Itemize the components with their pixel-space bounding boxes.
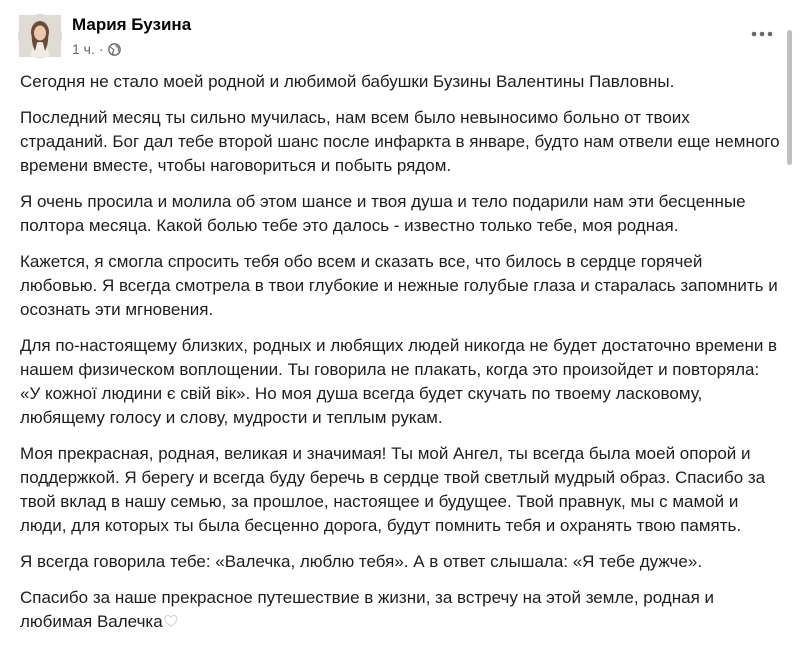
post-paragraph: Я очень просила и молила об этом шансе и твоя душа и тело подарили нам эти бесценные полтора месяца. Какой болью тебе это далось - известно только тебе, моя родная. (20, 192, 746, 235)
scrollbar-thumb[interactable] (787, 30, 792, 165)
more-options-button[interactable] (742, 22, 782, 46)
post-paragraph: Последний месяц ты сильно мучилась, нам всем было невыносимо больно от твоих страданий. Бог дал тебе второй шанс после инфаркта в январе, будто нам отвели еще немного времени вместе, чтобы наговориться и побыть рядом. (20, 108, 780, 175)
post-meta (72, 41, 191, 57)
avatar-photo (19, 15, 61, 57)
white-heart-icon (164, 611, 178, 625)
globe-icon[interactable] (108, 43, 121, 56)
post-paragraph: Для по-настоящему близких, родных и любящих людей никогда не будет достаточно времени в нашем физическом воплощении. Ты говорила не плакать, когда это произойдет и повторяла: «У кожної людини є свій вік». Но моя душа всегда будет скучать по твоему ласковому, любящему голосу и слову, мудрости и теплым рукам. (20, 336, 778, 427)
post-timestamp[interactable]: 1 ч. (72, 41, 95, 57)
post-header (18, 14, 191, 58)
post-body (20, 70, 780, 646)
author-avatar[interactable] (18, 14, 62, 58)
meta-separator: · (98, 41, 104, 57)
post-paragraph-text: Спасибо за наше прекрасное путешествие в жизни, за встречу на этой земле, родная и любимая Валечка (20, 588, 714, 631)
post-paragraph-last (20, 586, 780, 634)
post-paragraph: Сегодня не стало моей родной и любимой бабушки Бузины Валентины Павловны. (20, 72, 675, 91)
more-horizontal-icon (751, 31, 773, 37)
author-name[interactable]: Мария Бузина (72, 15, 192, 34)
post-paragraph: Кажется, я смогла спросить тебя обо всем и сказать все, что билось в сердце горячей любовью. Я всегда смотрела в твои глубокие и нежные голубые глаза и старалась запомнить и осознать эти мгновения. (20, 252, 778, 319)
post-paragraph: Я всегда говорила тебе: «Валечка, люблю тебя». А в ответ слышала: «Я тебе дужче». (20, 552, 703, 571)
author-block (72, 15, 191, 57)
post-paragraph: Моя прекрасная, родная, великая и значимая! Ты мой Ангел, ты всегда была моей опорой и поддержкой. Я берегу и всегда буду беречь в сердце твой светлый мудрый образ. Спасибо за твой вклад в нашу семью, за прошлое, настоящее и будущее. Твой правнук, мы с мамой и люди, для которых ты была бесценно дорога, будут помнить тебя и охранять твою память. (20, 444, 766, 535)
